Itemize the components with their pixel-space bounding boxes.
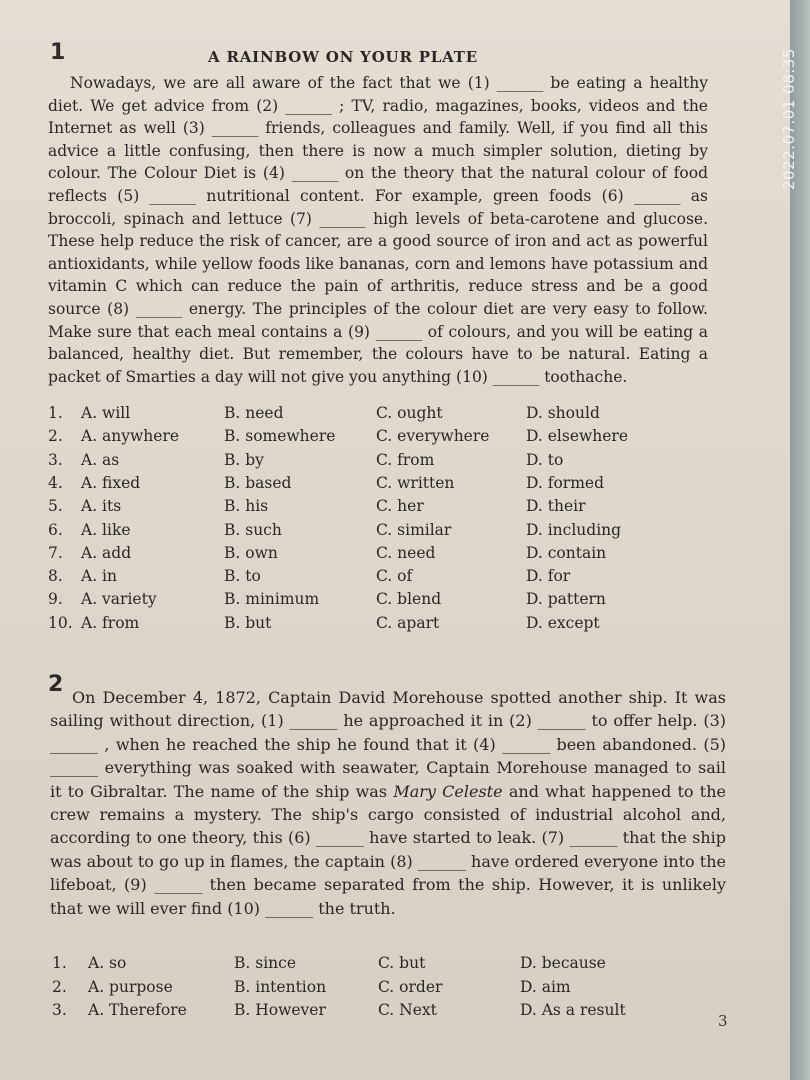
option-a: A. so bbox=[88, 954, 127, 972]
option-a: A. variety bbox=[81, 590, 157, 609]
option-d: D. except bbox=[526, 613, 600, 632]
option-number: 1. bbox=[48, 404, 63, 422]
option-c: C. similar bbox=[376, 520, 452, 539]
option-number: 2. bbox=[48, 427, 63, 446]
option-c: C. blend bbox=[376, 590, 442, 609]
option-a: A. fixed bbox=[81, 473, 141, 492]
exercise-1-number: 1 bbox=[50, 40, 66, 65]
option-d: D. elsewhere bbox=[526, 427, 628, 446]
option-a: A. add bbox=[81, 543, 132, 562]
option-c: C. from bbox=[376, 450, 435, 469]
option-a: A. anywhere bbox=[81, 427, 180, 446]
option-number: 4. bbox=[48, 473, 63, 492]
option-b: B. need bbox=[224, 404, 284, 422]
exercise-2-number: 2 bbox=[48, 672, 64, 697]
option-c: C. apart bbox=[376, 613, 440, 632]
option-a: A. Therefore bbox=[88, 1001, 187, 1019]
option-number: 6. bbox=[48, 520, 63, 539]
option-d: D. because bbox=[520, 954, 606, 972]
option-d: D. As a result bbox=[520, 1001, 626, 1019]
option-number: 7. bbox=[48, 543, 63, 562]
option-number: 1. bbox=[52, 954, 67, 972]
option-a: A. purpose bbox=[88, 977, 173, 996]
option-d: D. for bbox=[526, 567, 571, 586]
option-c: C. need bbox=[376, 543, 436, 562]
option-a: A. in bbox=[81, 567, 117, 586]
photo-timestamp: 2022.07.01 08:35 bbox=[780, 48, 798, 190]
option-a: A. its bbox=[81, 497, 122, 516]
exercise-1-title: A RAINBOW ON YOUR PLATE bbox=[208, 48, 478, 66]
option-number: 5. bbox=[48, 497, 63, 516]
exercise-2-paragraph bbox=[50, 686, 726, 920]
option-c: C. her bbox=[376, 497, 424, 516]
option-number: 2. bbox=[52, 977, 67, 996]
option-d: D. including bbox=[526, 520, 622, 539]
option-d: D. aim bbox=[520, 977, 571, 996]
option-d: D. contain bbox=[526, 543, 607, 562]
option-number: 10. bbox=[48, 613, 73, 632]
option-a: A. will bbox=[81, 404, 131, 422]
option-d: D. their bbox=[526, 497, 586, 516]
option-b: B. intention bbox=[234, 977, 327, 996]
option-b: B. somewhere bbox=[224, 427, 336, 446]
ship-name: Mary Celeste bbox=[393, 781, 503, 801]
option-b: B. to bbox=[224, 567, 261, 586]
exercise-2-text-part2: and what happened to the crew remains a mystery. The ship's cargo consisted of industrial alcohol and, according to one theory, this (6) ______ have started to leak. (7) ______ that the ship was about to go up in flames, the captain (8) ______ have ordered everyone into the lifeboat, (9) ______ then became separated from the ship. However, it is unlikely that we will ever find (10) ______ the truth. bbox=[50, 781, 727, 918]
option-b: B. by bbox=[224, 450, 264, 469]
option-c: C. of bbox=[376, 567, 413, 586]
option-c: C. everywhere bbox=[376, 427, 490, 446]
option-d: D. pattern bbox=[526, 590, 606, 609]
option-b: B. since bbox=[234, 954, 296, 972]
page-number: 3 bbox=[718, 1012, 728, 1030]
option-number: 3. bbox=[48, 450, 63, 469]
option-number: 3. bbox=[52, 1001, 67, 1019]
exercise-2-text bbox=[50, 686, 726, 920]
exercise-2-text-part1: On December 4, 1872, Captain David Morehouse spotted another ship. It was sailing without direction, (1) ______ he approached it in (2) ______ to offer help. (3) ______ , when he reached the ship he found that it (4) ______ been abandoned. (5) ______ everything was soaked with seawater, Captain Morehouse managed to sail it to Gibraltar. The name of the ship was bbox=[50, 688, 726, 801]
option-a: A. as bbox=[81, 450, 120, 469]
option-b: B. such bbox=[224, 520, 282, 539]
option-d: D. formed bbox=[526, 473, 604, 492]
option-number: 9. bbox=[48, 590, 63, 609]
option-b: B. However bbox=[234, 1001, 326, 1019]
option-c: C. order bbox=[378, 977, 443, 996]
option-c: C. but bbox=[378, 954, 426, 972]
option-a: A. from bbox=[81, 613, 140, 632]
option-b: B. minimum bbox=[224, 590, 320, 609]
option-c: C. Next bbox=[378, 1001, 437, 1019]
option-a: A. like bbox=[81, 520, 131, 539]
option-c: C. ought bbox=[376, 404, 443, 422]
option-c: C. written bbox=[376, 473, 455, 492]
option-number: 8. bbox=[48, 567, 63, 586]
option-d: D. to bbox=[526, 450, 564, 469]
option-b: B. but bbox=[224, 613, 272, 632]
exercise-1-paragraph: Nowadays, we are all aware of the fact that we (1) ______ be eating a healthy diet. We get advice from (2) ______ ; TV, radio, magazines, books, videos and the Internet as well (3) ______ friends, colleagues and family. Well, if you find all this advice a little confusing, then there is now a much simpler solution, dieting by colour. The Colour Diet is (4) ______ on the theory that the natural colour of food reflects (5) ______ nutritional content. For example, green foods (6) ______ as broccoli, spinach and lettuce (7) ______ high levels of beta-carotene and glucose. These help reduce the risk of cancer, are a good source of iron and act as powerful antioxidants, while yellow foods like bananas, corn and lemons have potassium and vitamin C which can reduce the pain of arthritis, reduce stress and be a good source (8) ______ energy. The principles of the colour diet are very easy to follow. Make sure that each meal contains a (9) ______ of colours, and you will be eating a balanced, healthy diet. But remember, the colours have to be natural. Eating a packet of Smarties a day will not give you anything (10) ______ toothache. bbox=[48, 74, 708, 386]
option-b: B. his bbox=[224, 497, 269, 516]
exercise-1-text bbox=[48, 72, 708, 388]
option-d: D. should bbox=[526, 404, 600, 422]
option-b: B. based bbox=[224, 473, 292, 492]
option-b: B. own bbox=[224, 543, 278, 562]
